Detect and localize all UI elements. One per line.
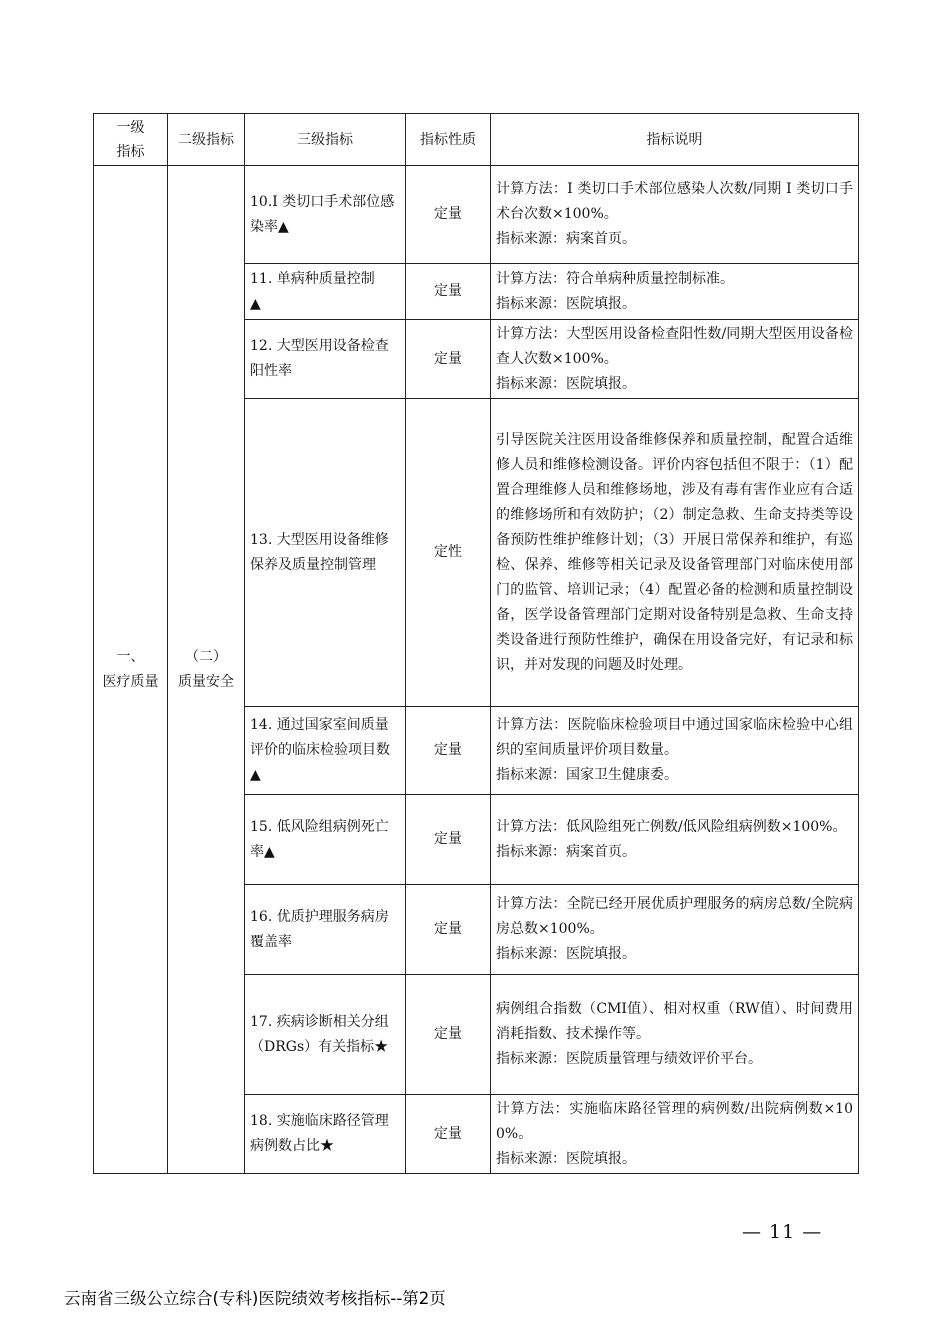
- indicator-nature: 定性: [406, 399, 491, 707]
- indicator-description: 计算方法：大型医用设备检查阳性数/同期大型医用设备检查人次数×100%。 指标来源：医院填报。: [491, 320, 859, 399]
- indicator-name: 10.I 类切口手术部位感染率▲: [245, 166, 406, 264]
- indicator-name: 11. 单病种质量控制 ▲: [245, 264, 406, 320]
- indicator-description: 计算方法：低风险组死亡例数/低风险组病例数×100%。 指标来源：病案首页。: [491, 795, 859, 885]
- indicator-nature: 定量: [406, 166, 491, 264]
- level2-cell: （二） 质量安全: [168, 166, 245, 1174]
- indicator-description: 计算方法：全院已经开展优质护理服务的病房总数/全院病房总数×100%。 指标来源：医院填报。: [491, 885, 859, 975]
- level1-cell: 一、 医疗质量: [94, 166, 168, 1174]
- indicator-name: 18. 实施临床路径管理病例数占比★: [245, 1095, 406, 1174]
- header-level3: 三级指标: [245, 114, 406, 166]
- page-number: — 11 —: [742, 1221, 823, 1243]
- indicator-name: 13. 大型医用设备维修保养及质量控制管理: [245, 399, 406, 707]
- indicator-name: 12. 大型医用设备检查阳性率: [245, 320, 406, 399]
- indicator-name: 16. 优质护理服务病房覆盖率: [245, 885, 406, 975]
- indicator-description: 计算方法：I 类切口手术部位感染人次数/同期 I 类切口手术台次数×100%。 指标来源：病案首页。: [491, 166, 859, 264]
- indicator-name: 17. 疾病诊断相关分组（DRGs）有关指标★: [245, 975, 406, 1095]
- indicator-nature: 定量: [406, 264, 491, 320]
- indicator-nature: 定量: [406, 1095, 491, 1174]
- indicator-name: 15. 低风险组病例死亡率▲: [245, 795, 406, 885]
- header-level1: 一级 指标: [94, 114, 168, 166]
- indicator-nature: 定量: [406, 975, 491, 1095]
- indicator-description: 计算方法：医院临床检验项目中通过国家临床检验中心组织的室间质量评价项目数量。 指标来源：国家卫生健康委。: [491, 707, 859, 795]
- indicator-nature: 定量: [406, 885, 491, 975]
- indicator-nature: 定量: [406, 795, 491, 885]
- indicator-nature: 定量: [406, 320, 491, 399]
- table-header-row: [94, 114, 859, 166]
- header-nature: 指标性质: [406, 114, 491, 166]
- indicator-table: [93, 113, 859, 1174]
- indicator-name: 14. 通过国家室间质量评价的临床检验项目数▲: [245, 707, 406, 795]
- indicator-description: 引导医院关注医用设备维修保养和质量控制，配置合适维修人员和维修检测设备。评价内容包括但不限于：（1）配置合理维修人员和维修场地，涉及有毒有害作业应有合适的维修场所和有效防护；（2）制定急救、生命支持类等设备预防性维护维修计划；（3）开展日常保养和维护，有巡检、保养、维修等相关记录及设备管理部门对临床使用部门的监管、培训记录；（4）配置必备的检测和质量控制设备，医学设备管理部门定期对设备特别是急救、生命支持类设备进行预防性维护，确保在用设备完好，有记录和标识，并对发现的问题及时处理。: [491, 399, 859, 707]
- indicator-nature: 定量: [406, 707, 491, 795]
- header-description: 指标说明: [491, 114, 859, 166]
- indicator-description: 计算方法：实施临床路径管理的病例数/出院病例数×100%。 指标来源：医院填报。: [491, 1095, 859, 1174]
- indicator-description: 病例组合指数（CMI值）、相对权重（RW值）、时间费用消耗指数、技术操作等。 指标来源：医院质量管理与绩效评价平台。: [491, 975, 859, 1095]
- header-level2: 二级指标: [168, 114, 245, 166]
- table-row: [94, 166, 859, 264]
- indicator-description: 计算方法：符合单病种质量控制标准。 指标来源：医院填报。: [491, 264, 859, 320]
- document-footer: 云南省三级公立综合(专科)医院绩效考核指标--第2页: [64, 1289, 446, 1308]
